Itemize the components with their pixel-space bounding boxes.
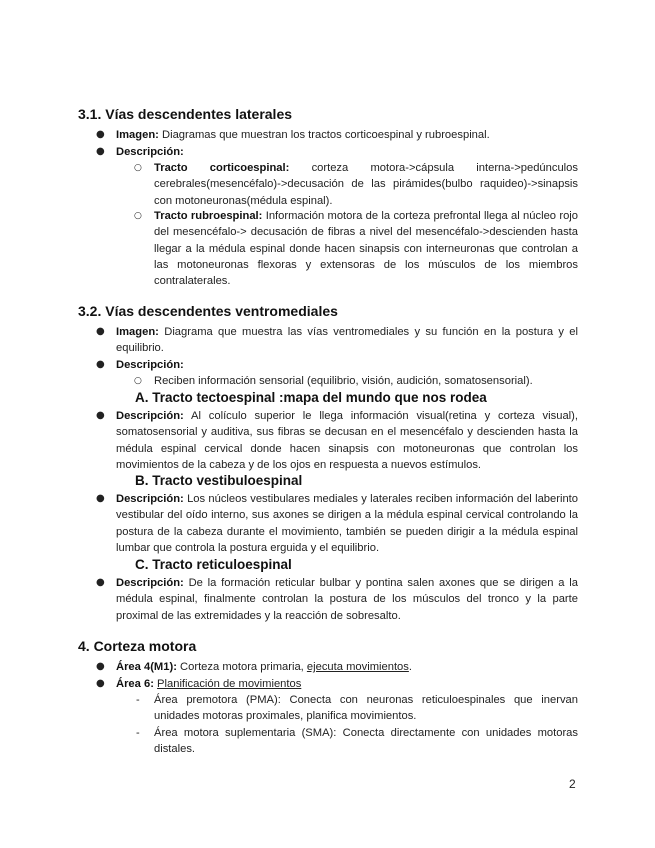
text: Información motora de la corteza prefrontal llega al núcleo rojo del mesencéfalo-> decusación de fibras a nivel del mesencéfalo->descienden hasta llegar a la médula espinal donde hacen sinapsis con interneuronas que controlan a las motoneuronas flexoras y extensoras de los músculos de los miembros contralaterales.	[154, 210, 578, 288]
underlined-text: Planificación de movimientos	[157, 678, 302, 690]
label: Imagen:	[116, 129, 159, 141]
text: Diagramas que muestran los tractos corticoespinal y rubroespinal.	[162, 129, 490, 141]
section-3-2-heading: 3.2. Vías descendentes ventromediales	[78, 303, 338, 319]
pma-item	[154, 692, 578, 725]
label: Descripción:	[116, 493, 184, 505]
sec32-recibe-item	[154, 373, 578, 389]
vestibuloespinal-desc-item	[116, 491, 578, 556]
label: Área 6:	[116, 678, 154, 690]
bullet-icon: ●	[96, 493, 105, 504]
sec32-imagen-item	[116, 324, 578, 357]
text: Área premotora (PMA): Conecta con neuronas reticuloespinales que inervan unidades motoras proximales, planifica movimientos.	[154, 694, 578, 723]
label: Área 4(M1):	[116, 661, 177, 673]
section-3-1-heading: 3.1. Vías descendentes laterales	[78, 106, 293, 122]
label: Descripción:	[116, 410, 184, 422]
bullet-icon: ●	[96, 678, 105, 689]
text: Diagrama que muestra las vías ventromediales y su función en la postura y el equilibrio.	[116, 326, 578, 355]
label: Descripción:	[116, 577, 184, 589]
dash-bullet-icon: -	[136, 727, 140, 739]
tectoespinal-heading: A. Tracto tectoespinal :mapa del mundo que nos rodea	[135, 390, 487, 405]
area6-item	[116, 676, 578, 692]
circle-bullet-icon: ○	[134, 211, 142, 221]
sec31-cortico-item	[154, 160, 578, 209]
text: Al colículo superior le llega información visual(retina y corteza visual), somatosensorial y auditiva, sus fibras se decusan en el mesencéfalo y descienden hasta la médula espinal cervical donde hacen sinapsis con motoneuronas que controlan los movimientos de la cabeza y de los ojos en respuesta a nuevos estímulos.	[116, 410, 578, 471]
text: Los núcleos vestibulares mediales y laterales reciben información del laberinto vestibular del oído interno, sus axones se dirigen a la médula espinal cervical controlando la postura de la cabeza durante el movimiento, también se pueden dirigir a la médula espinal lumbar que controla la postura erguida y el equilibrio.	[116, 493, 578, 554]
label: Imagen:	[116, 326, 159, 338]
sma-item	[154, 725, 578, 758]
sec32-desc-item	[116, 357, 578, 373]
underlined-text: ejecuta movimientos	[306, 661, 409, 673]
label: Descripción:	[116, 146, 184, 158]
section-4-heading: 4. Corteza motora	[78, 638, 197, 654]
page-number: 2	[569, 777, 576, 791]
tectoespinal-desc-item	[116, 408, 578, 473]
text: Corteza motora primaria,	[180, 661, 304, 673]
bullet-icon: ●	[96, 146, 105, 157]
bullet-icon: ●	[96, 326, 105, 337]
sec31-imagen-item	[116, 127, 578, 143]
label: Tracto corticoespinal:	[154, 162, 290, 174]
sec31-rubro-item	[154, 208, 578, 289]
reticuloespinal-desc-item	[116, 575, 578, 624]
period: .	[408, 661, 412, 673]
bullet-icon: ●	[96, 129, 105, 140]
circle-bullet-icon: ○	[134, 376, 142, 386]
text: De la formación reticular bulbar y pontina salen axones que se dirigen a la médula espinal, finalmente controlan la postura de los músculos del tronco y la parte proximal de las extremidades y la reacción de sobresalto.	[116, 577, 578, 622]
bullet-icon: ●	[96, 577, 105, 588]
area4-item	[116, 659, 578, 675]
vestibuloespinal-heading: B. Tracto vestibuloespinal	[135, 473, 303, 488]
label: Descripción:	[116, 359, 184, 371]
circle-bullet-icon: ○	[134, 163, 142, 173]
bullet-icon: ●	[96, 359, 105, 370]
dash-bullet-icon: -	[136, 694, 140, 706]
text: corteza motora->cápsula interna->pedúnculos cerebrales(mesencéfalo)->decusación de las pirámides(bulbo raquideo)->sinapsis con motoneuronas(médula espinal).	[154, 162, 578, 207]
bullet-icon: ●	[96, 410, 105, 421]
label: Tracto rubroespinal:	[154, 210, 263, 222]
bullet-icon: ●	[96, 661, 105, 672]
text: Reciben información sensorial (equilibrio, visión, audición, somatosensorial).	[154, 375, 533, 387]
sec31-desc-item	[116, 144, 578, 160]
reticuloespinal-heading: C. Tracto reticuloespinal	[135, 557, 292, 572]
text: Área motora suplementaria (SMA): Conecta directamente con unidades motoras distales.	[154, 727, 578, 756]
